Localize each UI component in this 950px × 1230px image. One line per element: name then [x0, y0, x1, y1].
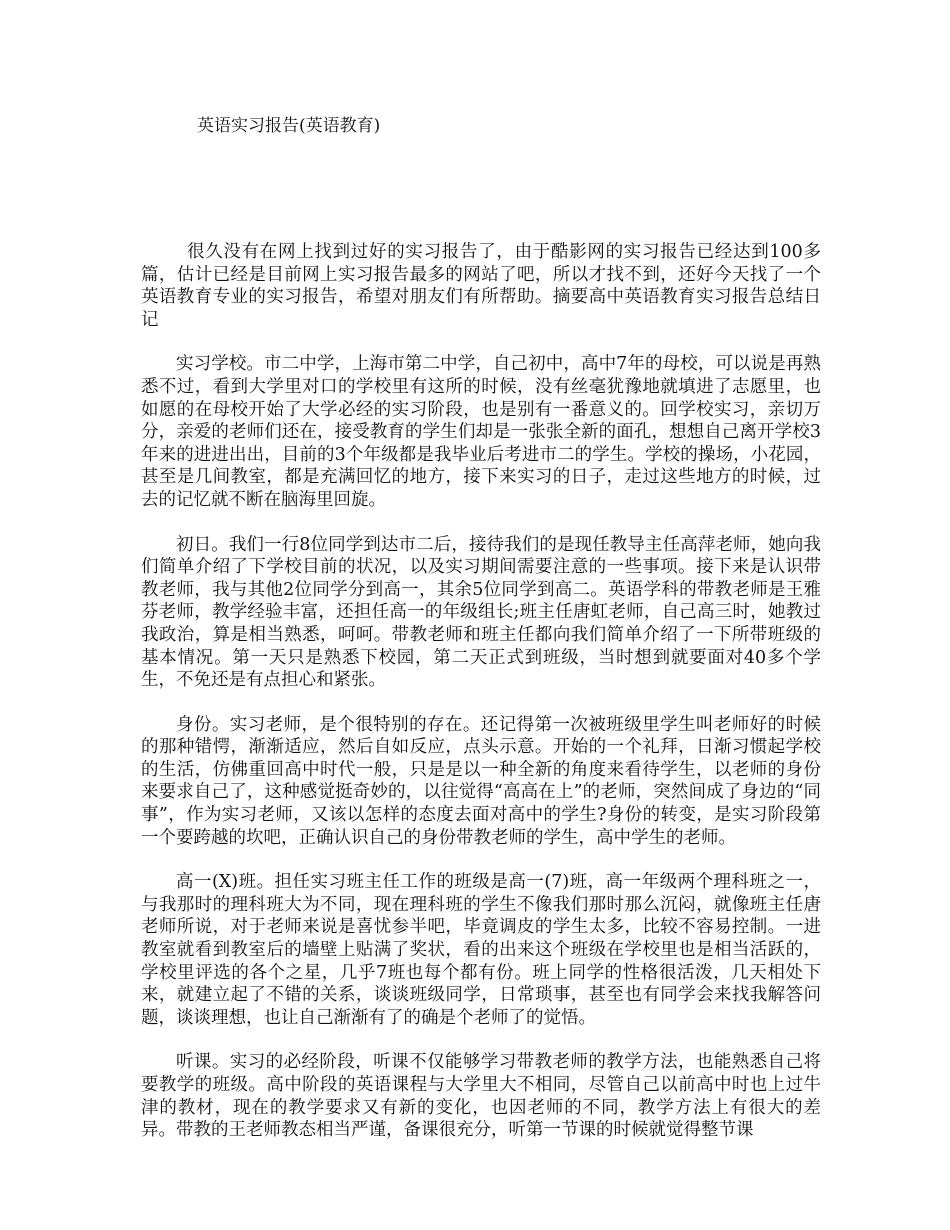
paragraph-class: 高一(X)班。担任实习班主任工作的班级是高一(7)班，高一年级两个理科班之一，与我那时的理科班大为不同，现在理科班的学生不像我们那时那么沉闷，就像班主任唐老师所说，对于老师来说是喜忧参半吧，毕竟调皮的学生太多，比较不容易控制。一进教室就看到教室后的墙壁上贴满了奖状，看的出来这个班级在学校里也是相当活跃的，学校里评选的各个之星，几乎7班也每个都有份。班上同学的性格很活泼，几天相处下来，就建立起了不错的关系，谈谈班级同学，日常琐事，甚至也有同学会来找我解答问题，谈谈理想，也让自己渐渐有了的确是个老师了的觉悟。 [141, 872, 821, 1028]
paragraph-intro: 很久没有在网上找到过好的实习报告了，由于酷影网的实习报告已经达到100多篇，估计已经是目前网上实习报告最多的网站了吧，所以才找不到，还好今天找了一个英语教育专业的实习报告，希望对朋友们有所帮助。摘要高中英语教育实习报告总结日记 [141, 242, 821, 330]
paragraph-first-day: 初日。我们一行8位同学到达市二后，接待我们的是现任教导主任高萍老师，她向我们简单介绍了下学校目前的状况，以及实习期间需要注意的一些事项。接下来是认识带教老师，我与其他2位同学分到高一，其余5位同学到高二。英语学科的带教老师是王雅芬老师，教学经验丰富，还担任高一的年级组长;班主任唐虹老师，自己高三时，她教过我政治，算是相当熟悉，呵呵。带教老师和班主任都向我们简单介绍了一下所带班级的基本情况。第一天只是熟悉下校园，第二天正式到班级，当时想到就要面对40多个学生，不免还是有点担心和紧张。 [141, 534, 821, 691]
paragraph-identity: 身份。实习老师，是个很特别的存在。还记得第一次被班级里学生叫老师好的时候的那种错愕，渐渐适应，然后自如反应，点头示意。开始的一个礼拜，日渐习惯起学校的生活，仿佛重回高中时代一般，只是是以一种全新的角度来看待学生，以老师的身份来要求自己了，这种感觉挺奇妙的，以往觉得“高高在上”的老师，突然间成了身边的“同事”，作为实习老师，又该以怎样的态度去面对高中的学生?身份的转变，是实习阶段第一个要跨越的坎吧，正确认识自己的身份带教老师的学生，高中学生的老师。 [141, 714, 821, 848]
paragraph-lesson-observation: 听课。实习的必经阶段，听课不仅能够学习带教老师的教学方法，也能熟悉自己将要教学的班级。高中阶段的英语课程与大学里大不相同，尽管自己以前高中时也上过牛津的教材，现在的教学要求又有新的变化，也因老师的不同，教学方法上有很大的差异。带教的王老师教态相当严谨，备课很充分，听第一节课的时候就觉得整节课 [141, 1052, 821, 1141]
document-title: 英语实习报告(英语教育) [197, 116, 381, 136]
document-body [141, 241, 821, 1164]
paragraph-internship-school: 实习学校。市二中学，上海市第二中学，自己初中，高中7年的母校，可以说是再熟悉不过，看到大学里对口的学校里有这所的时候，没有丝毫犹豫地就填进了志愿里，也如愿的在母校开始了大学必经的实习阶段，也是别有一番意义的。回学校实习，亲切万分，亲爱的老师们还在，接受教育的学生们却是一张张全新的面孔，想想自己离开学校3年来的进进出出，目前的3个年级都是我毕业后考进市二的学生。学校的操场，小花园，甚至是几间教室，都是充满回忆的地方，接下来实习的日子，走过这些地方的时候，过去的记忆就不断在脑海里回旋。 [141, 354, 821, 510]
